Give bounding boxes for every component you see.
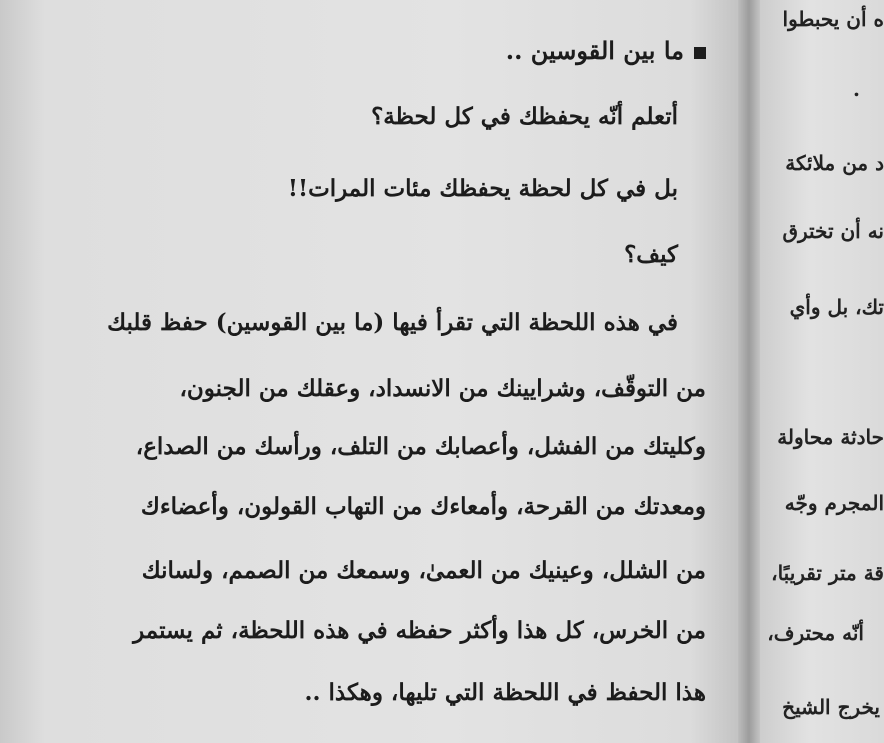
section-heading-text: ما بين القوسين .. <box>505 36 684 65</box>
section-heading <box>506 36 706 66</box>
paragraph-line: ومعدتك من القرحة، وأمعاءك من التهاب القولون، وأعضاءك <box>140 493 706 520</box>
paragraph-line: في هذه اللحظة التي تقرأ فيها (ما بين القوسين) حفظ قلبك <box>107 309 678 336</box>
paragraph-line: بل في كل لحظة يحفظك مئات المرات!! <box>287 175 678 202</box>
right-page-fragment: حادثة محاولة <box>777 425 884 449</box>
paragraph-line: من الخرس، كل هذا وأكثر حفظه في هذه اللحظة، ثم يستمر <box>133 617 706 644</box>
right-page-fragment: أنّه محترف، <box>767 621 864 645</box>
square-bullet-icon <box>694 47 706 59</box>
paragraph-line: أتعلم أنّه يحفظك في كل لحظة؟ <box>371 103 678 130</box>
paragraph-line: وكليتك من الفشل، وأعصابك من التلف، ورأسك من الصداع، <box>135 433 706 460</box>
right-page-fragment: نه أن تخترق <box>782 219 884 243</box>
right-page-fragment: . <box>853 77 860 101</box>
paragraph-line: من الشلل، وعينيك من العمىٰ، وسمعك من الصمم، ولسانك <box>141 557 706 584</box>
paragraph-line: من التوقّف، وشرايينك من الانسداد، وعقلك من الجنون، <box>179 375 706 402</box>
right-page-fragment: د من ملائكة <box>785 151 884 175</box>
paragraph-line: هذا الحفظ في اللحظة التي تليها، وهكذا .. <box>304 679 706 706</box>
right-page-fragment: المجرم وجّه <box>784 491 884 515</box>
right-page-fragment: تك، بل وأي <box>789 295 884 319</box>
paragraph-line: كيف؟ <box>624 241 678 268</box>
right-page-fragment: يخرج الشيخ <box>782 695 880 719</box>
right-page-fragment: قة متر تقريبًا، <box>771 561 884 585</box>
right-page-fragment: ه أن يحبطوا <box>782 7 884 31</box>
